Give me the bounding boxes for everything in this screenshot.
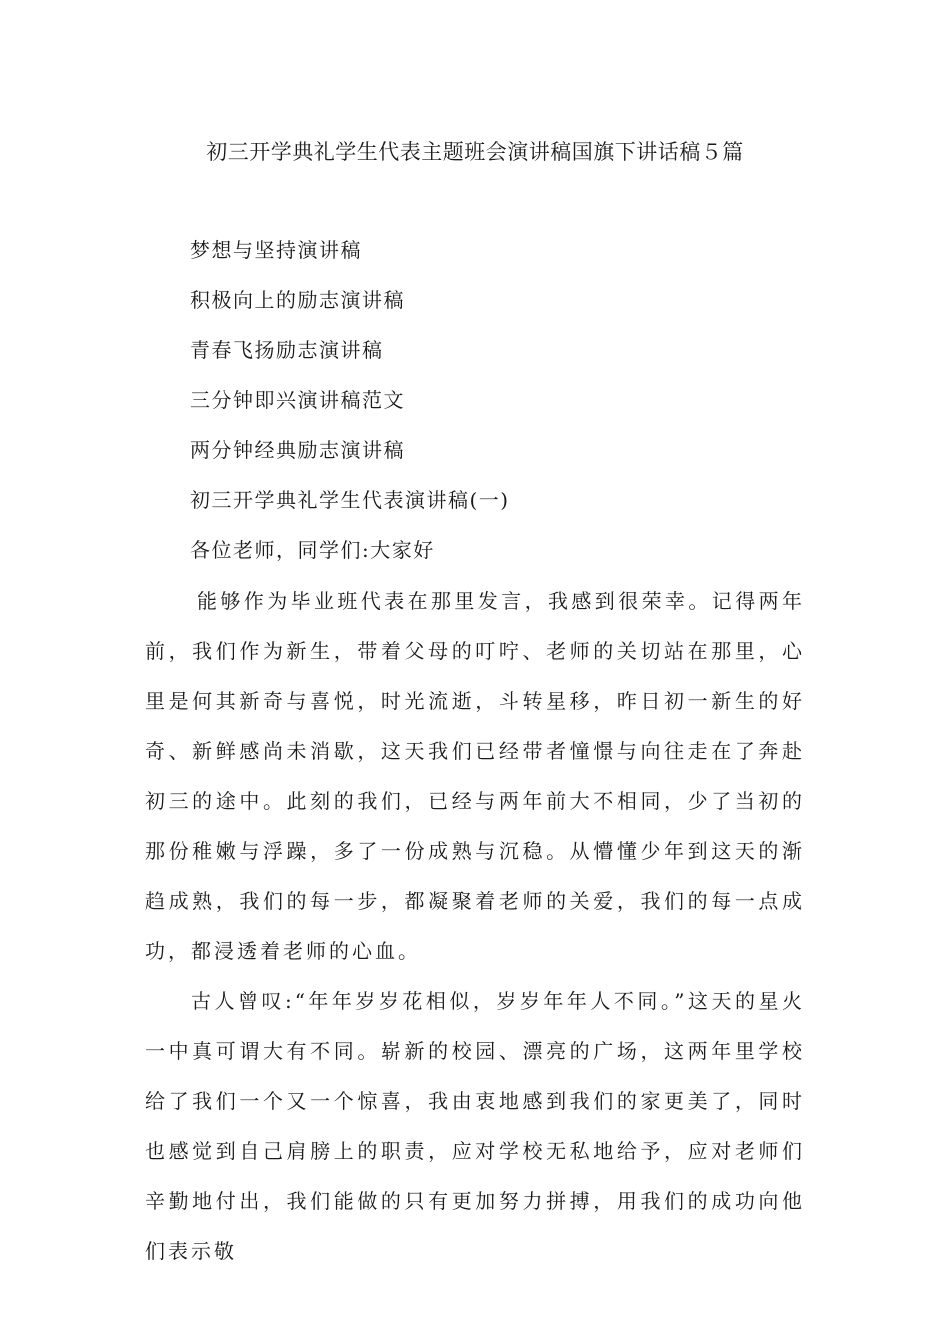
toc-item: 三分钟即兴演讲稿范文 — [190, 388, 405, 412]
toc-item: 青春飞扬励志演讲稿 — [190, 338, 384, 362]
speech-heading: 初三开学典礼学生代表演讲稿(一) — [190, 488, 510, 512]
document-title: 初三开学典礼学生代表主题班会演讲稿国旗下讲话稿５篇 — [206, 140, 744, 164]
salutation: 各位老师，同学们:大家好 — [190, 538, 435, 562]
toc-item: 两分钟经典励志演讲稿 — [190, 438, 405, 462]
body-paragraph: 能够作为毕业班代表在那里发言，我感到很荣幸。记得两年前，我们作为新生，带着父母的叮咛、老师的关切站在那里，心里是何其新奇与喜悦，时光流逝，斗转星移，昨日初一新生的好奇、新鲜感尚未消歇，这天我们已经带者憧憬与向往走在了奔赴初三的途中。此刻的我们，已经与两年前大不相同，少了当初的那份稚嫩与浮躁，多了一份成熟与沉稳。从懵懂少年到这天的渐趋成熟，我们的每一步，都凝聚着老师的关爱，我们的每一点成功，都浸透着老师的心血。 — [145, 589, 805, 963]
body-paragraph: 古人曾叹:“年年岁岁花相似，岁岁年年人不同。”这天的星火一中真可谓大有不同。崭新的校园、漂亮的广场，这两年里学校给了我们一个又一个惊喜，我由衷地感到我们的家更美了，同时也感觉到自己肩膀上的职责，应对学校无私地给予，应对老师们辛勤地付出，我们能做的只有更加努力拼搏，用我们的成功向他们表示敬 — [145, 989, 805, 1263]
table-of-contents — [190, 230, 510, 580]
toc-item: 梦想与坚持演讲稿 — [190, 238, 362, 262]
toc-item: 积极向上的励志演讲稿 — [190, 288, 405, 312]
